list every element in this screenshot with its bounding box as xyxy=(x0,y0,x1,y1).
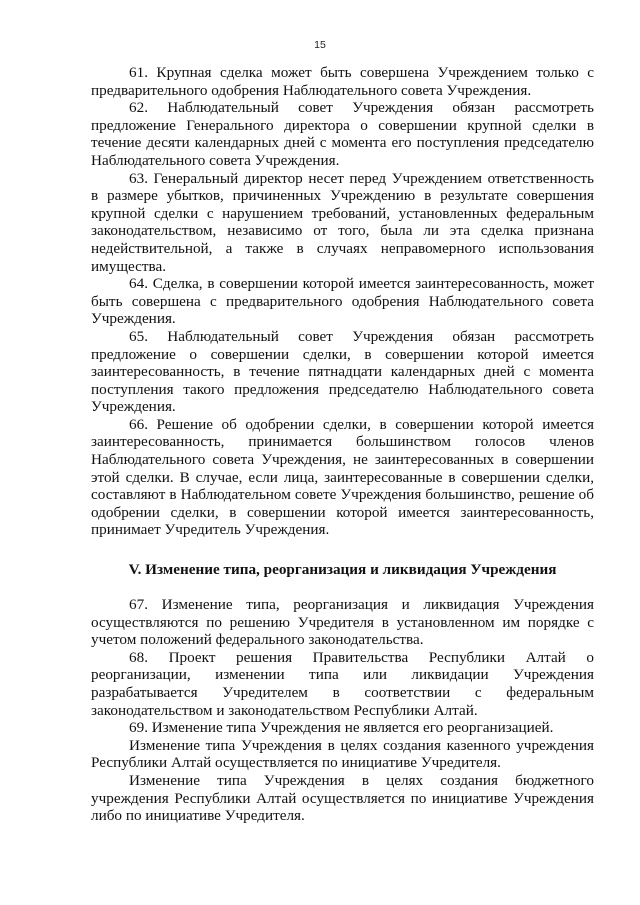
paragraph-68: 68. Проект решения Правительства Республики Алтай о реорганизации, изменении типа или ликвидации Учреждения разрабатывается Учредителем в соответствии с федеральным законодательством и законодательством Республики Алтай. xyxy=(91,648,594,719)
document-body xyxy=(91,64,594,825)
section-heading: V. Изменение типа, реорганизация и ликвидация Учреждения xyxy=(128,561,557,579)
paragraph-62: 62. Наблюдательный совет Учреждения обязан рассмотреть предложение Генерального директора о совершении крупной сделки в течение десяти календарных дней с момента его поступления председателю Наблюдательного совета Учреждения. xyxy=(91,99,594,169)
paragraph-64: 64. Сделка, в совершении которой имеется заинтересованность, может быть совершена с предварительного одобрения Наблюдательного совета Учреждения. xyxy=(91,275,594,328)
section-spacer xyxy=(91,539,594,543)
page-number: 15 xyxy=(314,39,326,51)
paragraph-type-change-kazennoe: Изменение типа Учреждения в целях создания казенного учреждения Республики Алтай осуществляется по инициативе Учредителя. xyxy=(91,736,594,772)
paragraph-61: 61. Крупная сделка может быть совершена Учреждением только с предварительного одобрения Наблюдательного совета Учреждения. xyxy=(91,64,594,99)
paragraph-66: 66. Решение об одобрении сделки, в совершении которой имеется заинтересованность, принимается большинством голосов членов Наблюдательного совета Учреждения, не заинтересованных в совершении этой сделки. В случае, если лица, заинтересованные в совершении сделки, составляют в Наблюдательном совете Учреждения большинство, решение об одобрении сделки, в совершении которой имеется заинтересованность, принимает Учредитель Учреждения. xyxy=(91,415,594,539)
paragraph-type-change-byudzhetnoe: Изменение типа Учреждения в целях создания бюджетного учреждения Республики Алтай осуществляется по инициативе Учреждения либо по инициативе Учредителя. xyxy=(91,771,594,825)
paragraph-69: 69. Изменение типа Учреждения не является его реорганизацией. xyxy=(129,719,554,737)
paragraph-63: 63. Генеральный директор несет перед Учреждением ответственность в размере убытков, причиненных Учреждению в результате совершения крупной сделки с нарушением требований, установленных федеральным законодательством, независимо от того, была ли эта сделка признана недействительной, а также в случаях неправомерного использования имущества. xyxy=(91,169,594,275)
paragraph-65: 65. Наблюдательный совет Учреждения обязан рассмотреть предложение о совершении сделки, в совершении которой имеется заинтересованность, в течение пятнадцати календарных дней с момента поступления такого предложения председателю Наблюдательного совета Учреждения. xyxy=(91,327,594,416)
paragraph-67: 67. Изменение типа, реорганизация и ликвидация Учреждения осуществляются по решению Учредителя в установленном им порядке с учетом положений федерального законодательства. xyxy=(91,596,594,649)
